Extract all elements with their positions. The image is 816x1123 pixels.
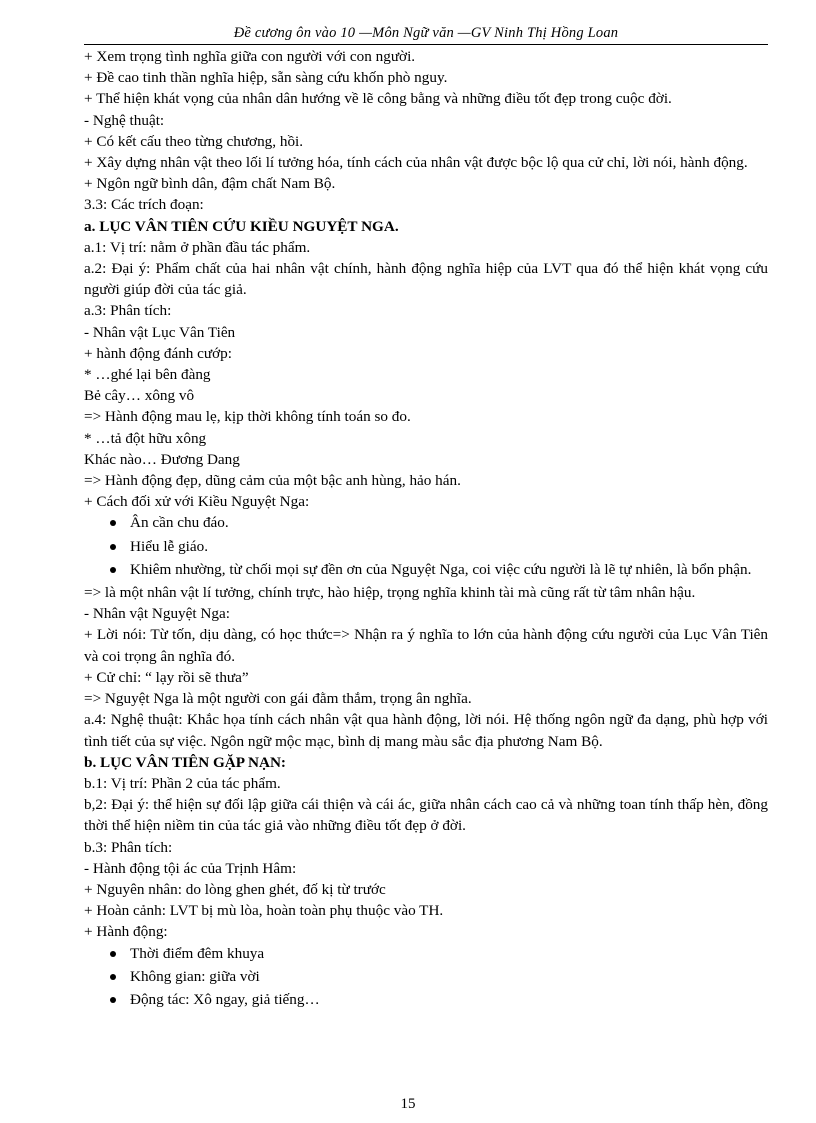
text-line: + Ngôn ngữ bình dân, đậm chất Nam Bộ. xyxy=(84,175,336,193)
text-line: a.1: Vị trí: nằm ở phần đầu tác phẩm. xyxy=(84,238,311,256)
text-line: => Hành động đẹp, dũng cảm của một bậc anh hùng, hảo hán. xyxy=(84,472,461,490)
list-item: Ân cần chu đáo. xyxy=(84,512,768,533)
list-item: Động tác: Xô ngay, giả tiếng… xyxy=(84,989,768,1010)
text-line: => Hành động mau lẹ, kịp thời không tính toán so đo. xyxy=(84,408,411,426)
text-paragraph: b,2: Đại ý: thể hiện sự đối lập giữa cái thiện và cái ác, giữa nhân cách cao cả và những toan tính thấp hèn, đồng thời thể hiện niềm tin của tác giả vào những điều tốt đẹp ở đời. xyxy=(84,796,768,835)
text-line: b.1: Vị trí: Phần 2 của tác phẩm. xyxy=(84,774,281,792)
bullet-list xyxy=(84,943,768,1011)
page-header: Đề cương ôn vào 10 —Môn Ngữ văn —GV Ninh Thị Hồng Loan xyxy=(84,22,768,45)
verse-line: Khác nào… Đương Dang xyxy=(84,450,240,468)
bullet-list xyxy=(84,512,768,580)
text-line: a.3: Phân tích: xyxy=(84,302,172,320)
verse-line: * …tả đột hữu xông xyxy=(84,429,207,447)
text-line: - Nghệ thuật: xyxy=(84,111,165,129)
text-paragraph: a.2: Đại ý: Phẩm chất của hai nhân vật chính, hành động nghĩa hiệp của LVT qua đó thể hiện khát vọng cứu người giúp đời của tác giả. xyxy=(84,260,768,299)
text-line: + Đề cao tinh thần nghĩa hiệp, sẵn sàng cứu khốn phò nguy. xyxy=(84,69,448,87)
text-line: - Hành động tội ác của Trịnh Hâm: xyxy=(84,859,297,877)
text-line: + Cách đối xử với Kiều Nguyệt Nga: xyxy=(84,493,310,511)
list-item: Hiểu lễ giáo. xyxy=(84,536,768,557)
text-line: - Nhân vật Nguyệt Nga: xyxy=(84,605,230,623)
verse-line: * …ghé lại bên đàng xyxy=(84,366,211,384)
text-paragraph: + Lời nói: Từ tốn, dịu dàng, có học thức=> Nhận ra ý nghĩa to lớn của hành động cứu người của Lục Vân Tiên và coi trọng ân nghĩa đó. xyxy=(84,626,768,665)
document-page xyxy=(84,22,768,1012)
text-line: + Nguyên nhân: do lòng ghen ghét, đố kị từ trước xyxy=(84,880,386,898)
list-item: Khiêm nhường, từ chối mọi sự đền ơn của Nguyệt Nga, coi việc cứu người là lẽ tự nhiên, là bổn phận. xyxy=(84,559,768,580)
list-item: Không gian: giữa vời xyxy=(84,966,768,987)
verse-line: Bẻ cây… xông vô xyxy=(84,387,195,405)
page-number: 15 xyxy=(400,1096,416,1112)
text-line: + Hành động: xyxy=(84,923,168,941)
text-line: + Xem trọng tình nghĩa giữa con người với con người. xyxy=(84,48,416,65)
section-heading-a: a. LỤC VÂN TIÊN CỨU KIỀU NGUYỆT NGA. xyxy=(84,217,399,235)
text-line: + Có kết cấu theo từng chương, hồi. xyxy=(84,132,304,150)
text-line: - Nhân vật Lục Vân Tiên xyxy=(84,323,236,341)
text-paragraph: => là một nhân vật lí tưởng, chính trực, hào hiệp, trọng nghĩa khinh tài mà cũng rất từ tâm nhân hậu. xyxy=(84,584,696,602)
text-paragraph: + Xây dựng nhân vật theo lối lí tưởng hóa, tính cách của nhân vật được bộc lộ qua cử chỉ, lời nói, hành động. xyxy=(84,154,748,172)
text-line: => Nguyệt Nga là một người con gái đằm thắm, trọng ân nghĩa. xyxy=(84,690,472,708)
list-item: Thời điểm đêm khuya xyxy=(84,943,768,964)
section-heading-b: b. LỤC VÂN TIÊN GẶP NẠN: xyxy=(84,753,286,771)
text-line: + Thể hiện khát vọng của nhân dân hướng về lẽ công bằng và những điều tốt đẹp trong cuộc đời. xyxy=(84,90,672,108)
text-line: + Hoàn cảnh: LVT bị mù lòa, hoàn toàn phụ thuộc vào TH. xyxy=(84,902,444,920)
text-line: 3.3: Các trích đoạn: xyxy=(84,196,204,214)
text-line: + hành động đánh cướp: xyxy=(84,344,232,362)
text-paragraph: a.4: Nghệ thuật: Khắc họa tính cách nhân vật qua hành động, lời nói. Hệ thống ngôn ngữ đa dạng, phù hợp với tình tiết của sự việc. Ngôn ngữ mộc mạc, bình dị mang màu sắc địa phương Nam Bộ. xyxy=(84,711,768,750)
text-line: + Cử chỉ: “ lạy rồi sẽ thưa” xyxy=(84,668,249,686)
text-line: b.3: Phân tích: xyxy=(84,838,173,856)
